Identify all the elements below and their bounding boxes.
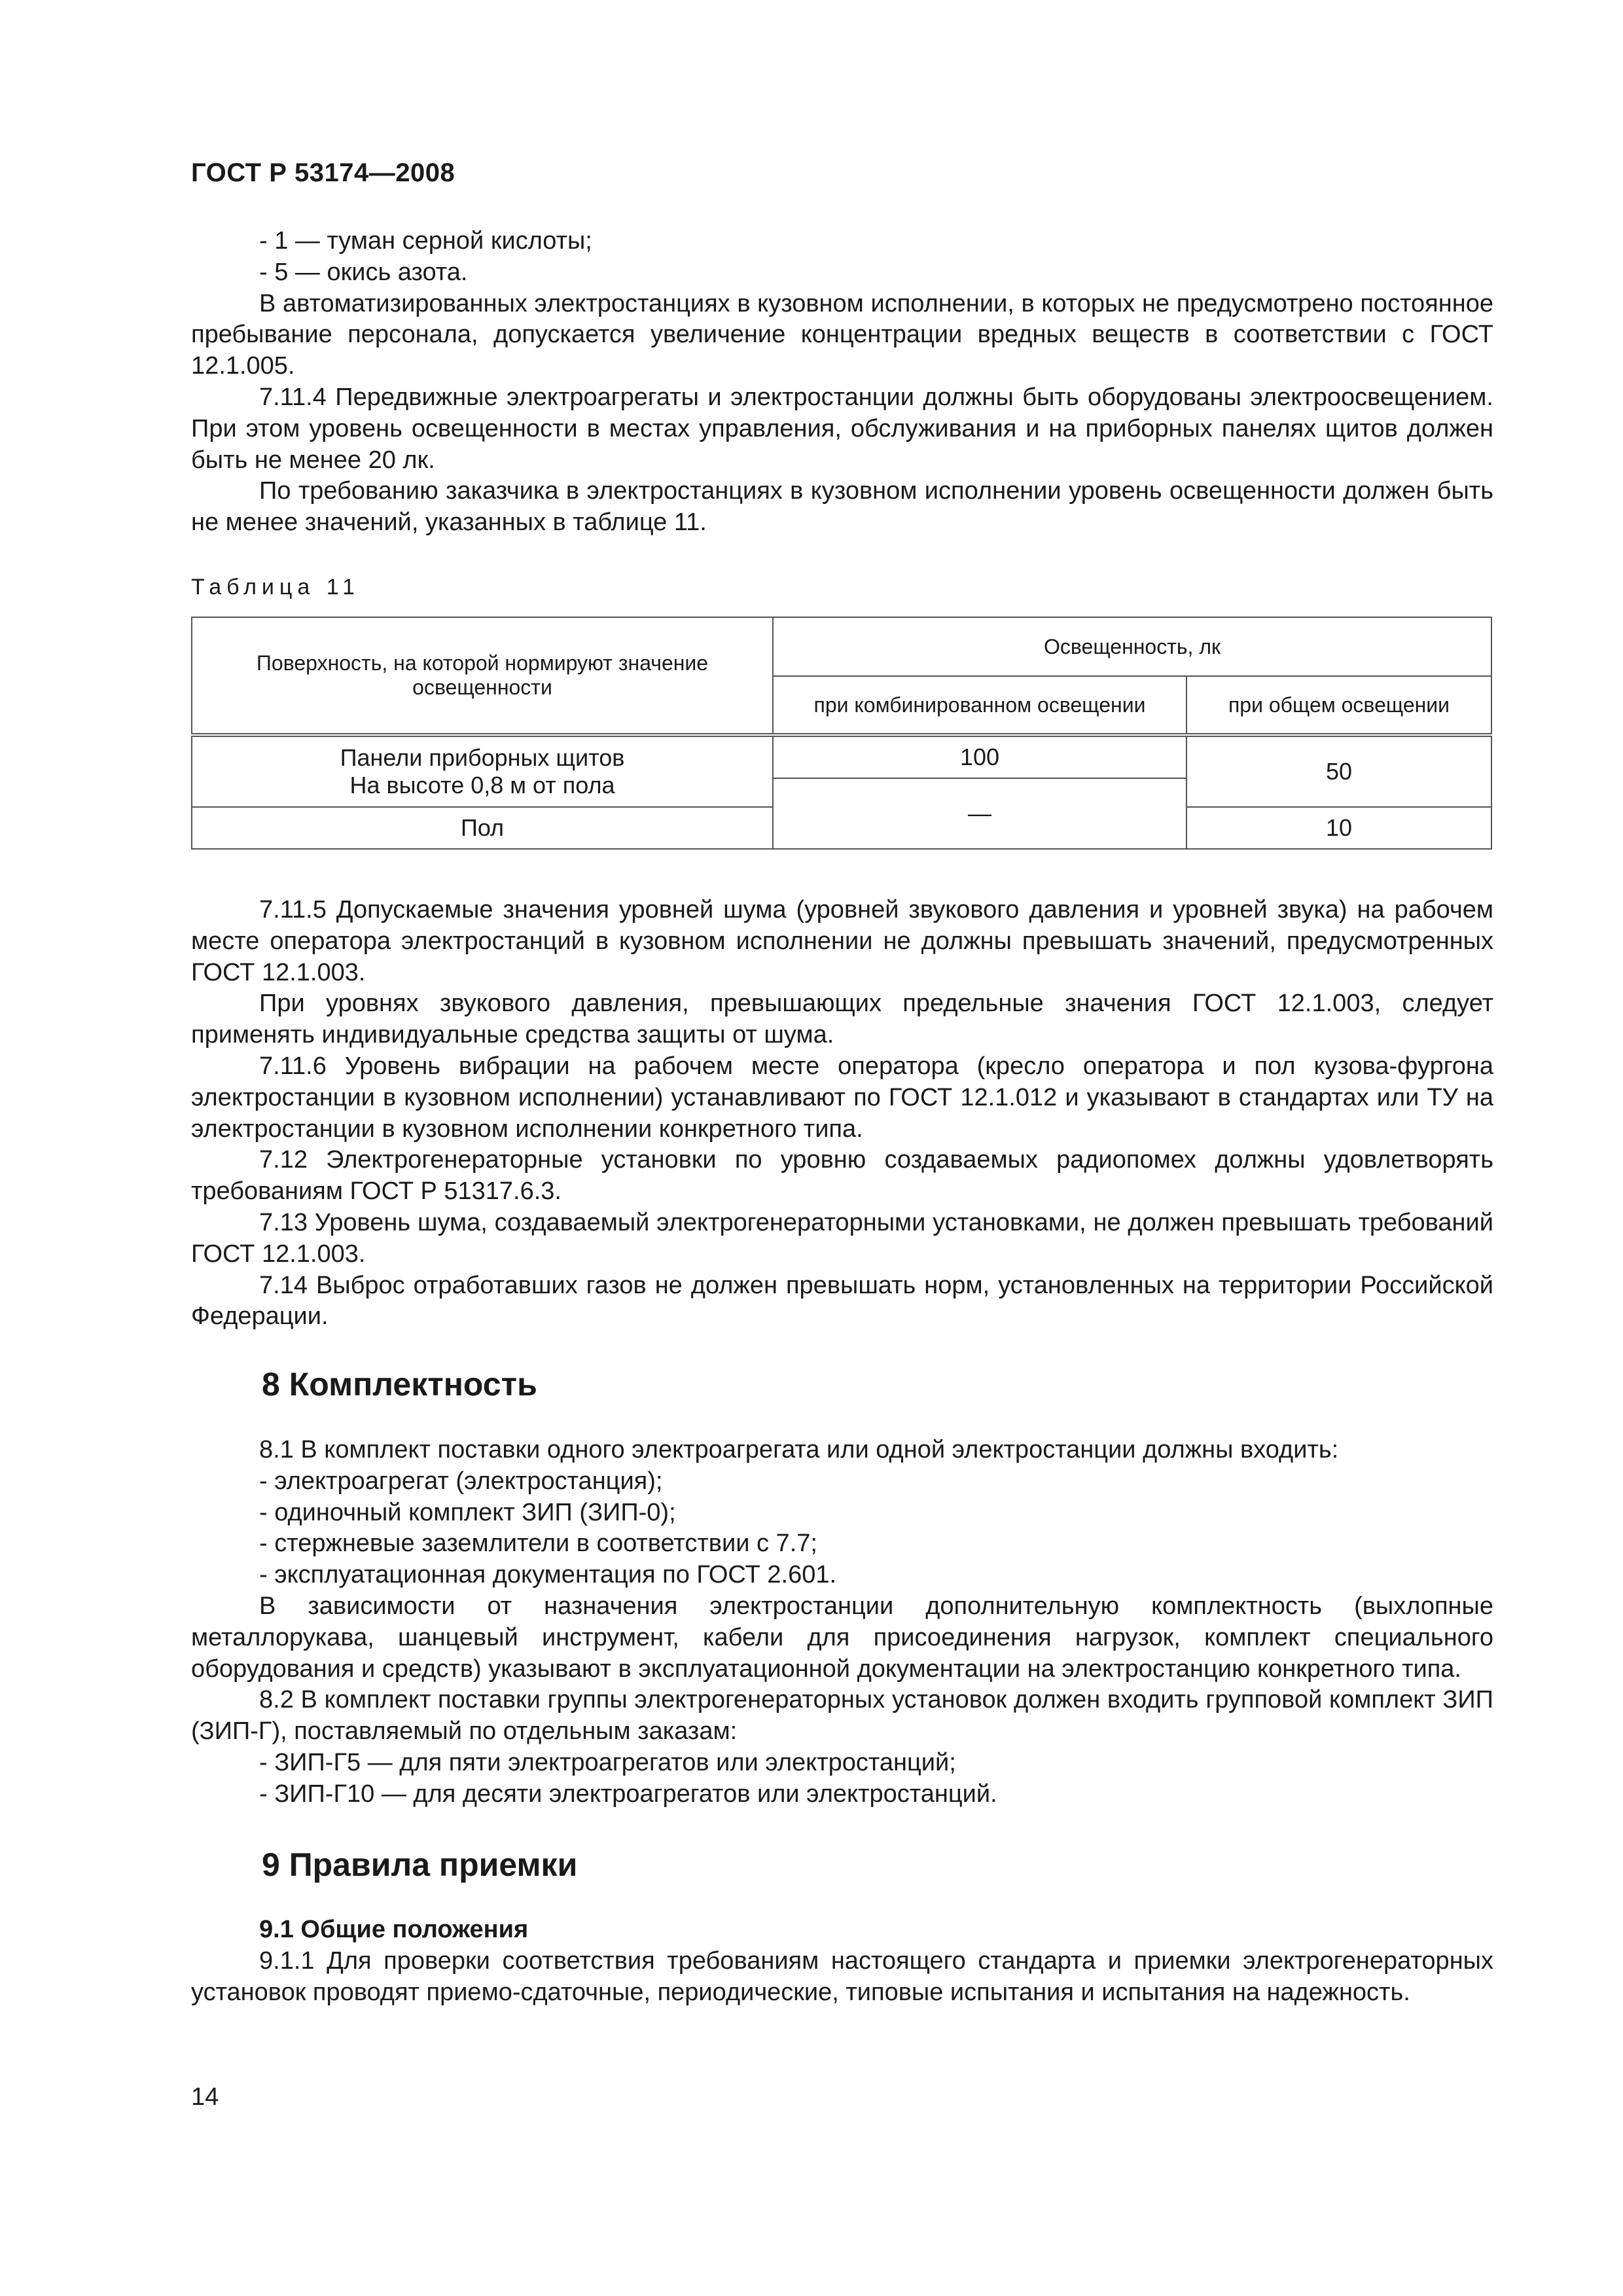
list-item: - одиночный комплект ЗИП (ЗИП-0); [259,1498,676,1526]
section-8-text [191,1435,1493,1810]
table-cell-combined: 100 [773,735,1186,778]
table-cell-surface-floor: Пол [192,807,773,849]
header-combined-lighting: при комбинированном освещении [773,676,1186,735]
paragraph: 7.14 Выброс отработавших газов не должен превышать норм, установленных на территории Российской Федерации. [191,1271,1493,1331]
subsection-heading-9-1: 9.1 Общие положения [259,1916,529,1943]
intro-text-block [191,226,1493,539]
paragraph: В автоматизированных электростанциях в кузовном исполнении, в которых не предусмотрено постоянное пребывание персонала, допускается увеличение концентрации вредных веществ в соответствии с ГОСТ 12.1.005. [191,289,1493,380]
paragraph: 7.13 Уровень шума, создаваемый электрогенераторными установками, не должен превышать требований ГОСТ 12.1.003. [191,1208,1493,1268]
list-item: - стержневые заземлители в соответствии с 7.7; [259,1530,817,1558]
table-cell-surface [192,735,773,807]
list-item: - ЗИП-Г5 — для пяти электроагрегатов или электростанций; [259,1748,956,1776]
table-caption: Таблица 11 [191,575,361,600]
paragraph: 9.1.1 Для проверки соответствия требованиям настоящего стандарта и приемки электрогенераторных установок проводят приемо-сдаточные, периодические, типовые испытания и испытания на надежность. [191,1947,1493,2006]
paragraph: По требованию заказчика в электростанциях в кузовном исполнении уровень освещенности должен быть не менее значений, указанных в таблице 11. [191,477,1493,537]
surface-panels: Панели приборных щитов [340,744,625,771]
header-illumination: Освещенность, лк [773,617,1491,676]
paragraph: При уровнях звукового давления, превышающих предельные значения ГОСТ 12.1.003, следует применять индивидуальные средства защиты от шума. [191,990,1493,1049]
paragraph: 7.12 Электрогенераторные установки по уровню создаваемых радиопомех должны удовлетворять требованиям ГОСТ Р 51317.6.3. [191,1146,1493,1206]
table-cell-combined-dash: — [773,778,1186,849]
table-cell-general: 50 [1186,735,1491,807]
paragraph: 8.2 В комплект поставки группы электрогенераторных установок должен входить групповой комплект ЗИП (ЗИП-Г), поставляемый по отдельным заказам: [191,1686,1493,1746]
list-item: - ЗИП-Г10 — для десяти электроагрегатов или электростанций. [259,1780,997,1808]
section-9-text [191,1946,1493,2009]
paragraph: 7.11.5 Допускаемые значения уровней шума (уровней звукового давления и уровней звука) на рабочем месте оператора электростанций в кузовном исполнении не должны превышать значений, предусмотренных ГОСТ 12.1.003. [191,896,1493,986]
paragraph: В зависимости от назначения электростанции дополнительную комплектность (выхлопные металлорукава, шанцевый инструмент, кабели для присоединения нагрузок, комплект специального оборудования и средств) указывают в эксплуатационной документации на электростанцию конкретного типа. [191,1592,1493,1683]
list-item: - электроагрегат (электростанция); [259,1467,663,1495]
list-item: - 1 — туман серной кислоты; [259,227,592,255]
list-item: - 5 — окись азота. [259,258,468,286]
header-general-lighting: при общем освещении [1186,676,1491,735]
list-item: - эксплуатационная документация по ГОСТ 2.601. [259,1561,837,1589]
requirements-text-block [191,895,1493,1333]
section-heading-9: 9 Правила приемки [262,1846,578,1883]
illumination-table [191,617,1492,850]
document-code-header: ГОСТ Р 53174—2008 [191,158,455,187]
paragraph: 8.1 В комплект поставки одного электроагрегата или одной электростанции должны входить: [259,1436,1339,1463]
table-cell-general-floor: 10 [1186,807,1491,849]
page-number: 14 [191,2083,219,2111]
surface-height: На высоте 0,8 м от пола [349,772,615,798]
paragraph: 7.11.6 Уровень вибрации на рабочем месте оператора (кресло оператора и пол кузова-фургона электростанции в кузовном исполнении) устанавливают по ГОСТ 12.1.012 и указывают в стандартах или ТУ на электростанции в кузовном исполнении конкретного типа. [191,1052,1493,1143]
paragraph: 7.11.4 Передвижные электроагрегаты и электростанции должны быть оборудованы электроосвещением. При этом уровень освещенности в местах управления, обслуживания и на приборных панелях щитов должен быть не менее 20 лк. [191,383,1493,474]
section-heading-8: 8 Комплектность [262,1366,537,1403]
header-surface: Поверхность, на которой нормируют значение освещенности [192,617,773,735]
